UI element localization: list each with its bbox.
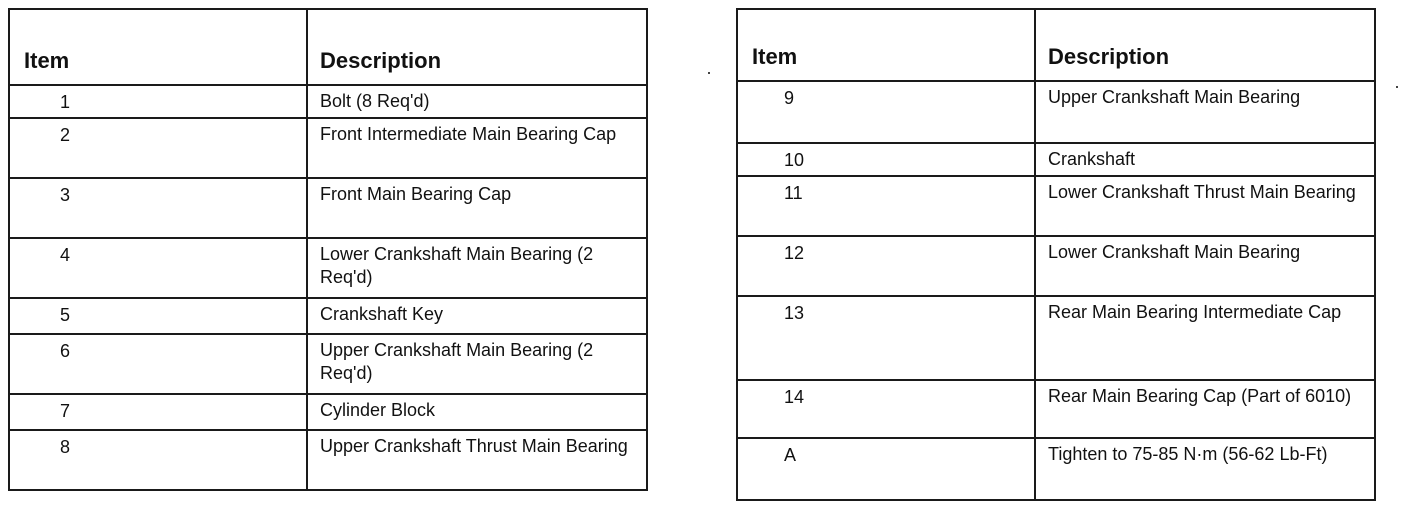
item-description: Crankshaft <box>1035 143 1375 176</box>
table-row <box>9 430 647 490</box>
table-row <box>9 334 647 394</box>
item-number: 10 <box>737 143 1035 176</box>
item-number: 4 <box>9 238 307 298</box>
item-description: Cylinder Block <box>307 394 647 430</box>
item-number: 7 <box>9 394 307 430</box>
table-header-row <box>737 9 1375 81</box>
table-row <box>737 143 1375 176</box>
table-row <box>737 236 1375 296</box>
table-row <box>9 298 647 334</box>
item-column-header: Item <box>737 9 1035 81</box>
item-description: Crankshaft Key <box>307 298 647 334</box>
item-description: Upper Crankshaft Thrust Main Bearing <box>307 430 647 490</box>
item-number: 11 <box>737 176 1035 236</box>
item-number: 8 <box>9 430 307 490</box>
item-description: Bolt (8 Req'd) <box>307 85 647 118</box>
item-description: Rear Main Bearing Cap (Part of 6010) <box>1035 380 1375 438</box>
item-description: Upper Crankshaft Main Bearing (2 Req'd) <box>307 334 647 394</box>
item-description: Lower Crankshaft Main Bearing (2 Req'd) <box>307 238 647 298</box>
table-row <box>737 176 1375 236</box>
table-row <box>9 118 647 178</box>
table-row <box>737 296 1375 380</box>
item-description: Lower Crankshaft Thrust Main Bearing <box>1035 176 1375 236</box>
parts-legend-table-right <box>736 8 1376 501</box>
item-number: 12 <box>737 236 1035 296</box>
parts-legend-table-left <box>8 8 648 491</box>
item-column-header: Item <box>9 9 307 85</box>
item-number: 2 <box>9 118 307 178</box>
item-description: Lower Crankshaft Main Bearing <box>1035 236 1375 296</box>
item-description: Tighten to 75-85 N·m (56-62 Lb-Ft) <box>1035 438 1375 500</box>
scan-speck <box>1396 86 1398 88</box>
table-row <box>9 394 647 430</box>
item-number: 6 <box>9 334 307 394</box>
table-row <box>737 380 1375 438</box>
description-column-header: Description <box>307 9 647 85</box>
table-header-row <box>9 9 647 85</box>
item-description: Upper Crankshaft Main Bearing <box>1035 81 1375 143</box>
item-number: 5 <box>9 298 307 334</box>
item-number: 1 <box>9 85 307 118</box>
table-row <box>737 438 1375 500</box>
table-row <box>9 178 647 238</box>
table-row <box>737 81 1375 143</box>
item-number: 13 <box>737 296 1035 380</box>
table-row <box>9 238 647 298</box>
item-number: 9 <box>737 81 1035 143</box>
item-description: Front Main Bearing Cap <box>307 178 647 238</box>
item-description: Rear Main Bearing Intermediate Cap <box>1035 296 1375 380</box>
item-number: 3 <box>9 178 307 238</box>
item-description: Front Intermediate Main Bearing Cap <box>307 118 647 178</box>
table-row <box>9 85 647 118</box>
item-number: A <box>737 438 1035 500</box>
item-number: 14 <box>737 380 1035 438</box>
scan-speck <box>708 72 710 74</box>
description-column-header: Description <box>1035 9 1375 81</box>
